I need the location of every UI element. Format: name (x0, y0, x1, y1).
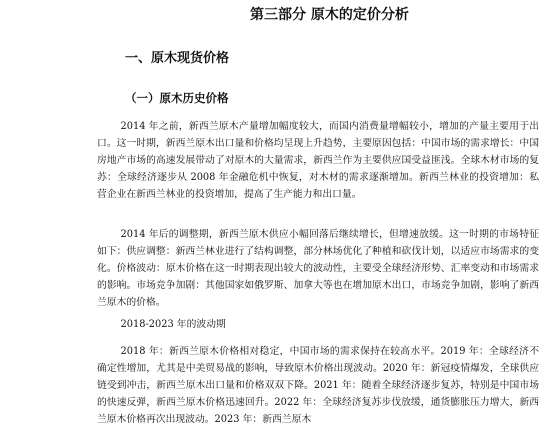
subsection-title: （一）原木历史价格 (125, 91, 229, 105)
part-title: 第三部分 原木的定价分析 (250, 7, 409, 23)
paragraph-post-2014: 2014 年后的调整期，新西兰原木供应小幅回落后继续增长，但增速放缓。这一时期的市场特征如下：供应调整：新西兰林业进行了结构调整，部分林场优化了种植和砍伐计划，以适应市场需求的变化。价格波动：原木价格在这一时期表现出较大的波动性，主要受全球经济形势、汇率变动和市场需求的影响。市场竞争加剧：其他国家如俄罗斯、加拿大等也在增加原木出口，市场竞争加剧，影响了新西兰原木的价格。 (97, 229, 539, 308)
paragraph-pre-2014: 2014 年之前，新西兰原木产量增加幅度较大，而国内消费量增幅较小，增加的产量主要用于出口。这一时期，新西兰原木出口量和价格均呈现上升趋势，主要原因包括：中国市场的需求增长：中国房地产市场的高速发展带动了对原木的大量需求，新西兰作为主要供应国受益匪浅。全球木材市场的复苏：全球经济逐步从 2008 年金融危机中恢复，对木材的需求逐渐增加。新西兰林业的投资增加：私营企业在新西兰林业的投资增加，提高了生产能力和出口量。 (97, 121, 539, 200)
paragraph-heading-2018-2023: 2018-2023 年的波动期 (120, 319, 226, 330)
paragraph-2018-2023: 2018 年：新西兰原木价格相对稳定，中国市场的需求保持在较高水平。2019 年：全球经济不确定性增加，尤其是中美贸易战的影响，导致原木价格出现波动。2020 年：新冠疫情爆发，全球供应链受到冲击，新西兰原木出口量和价格双双下降。2021 年：随着全球经济逐步复苏，特别是中国市场的快速反弹，新西兰原木价格迅速回升。2022 年：全球经济复苏步伐放缓，通货膨胀压力增大，新西兰原木价格再次出现波动。2023 年：新西兰原木 (97, 346, 539, 425)
section-title: 一、原木现货价格 (125, 51, 230, 66)
